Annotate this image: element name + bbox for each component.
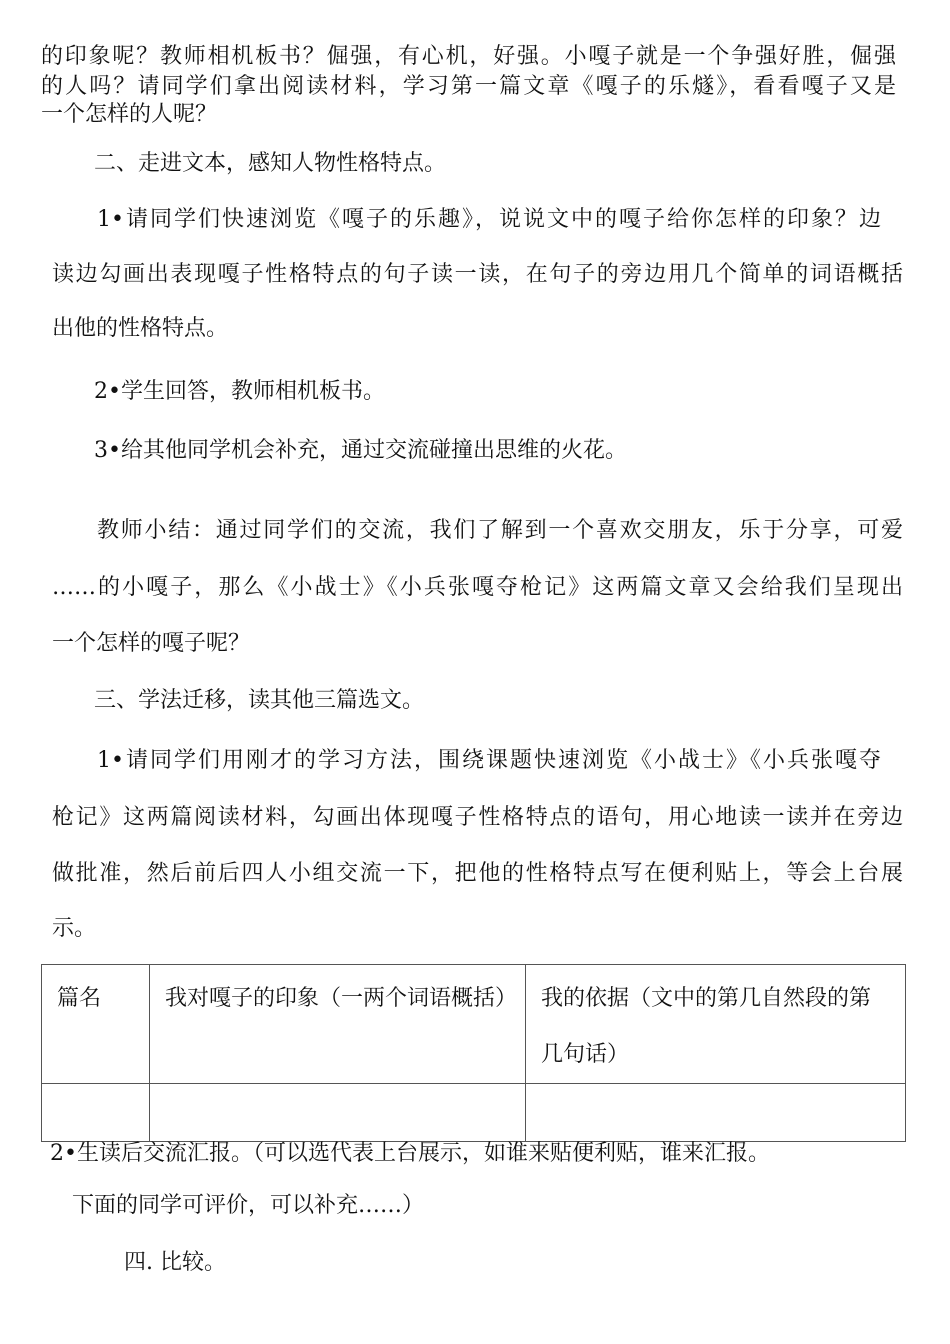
paragraph-line: 1•请同学们快速浏览《嘎子的乐趣》，说说文中的嘎子给你怎样的印象？边 <box>97 207 881 232</box>
table-header-cell: 篇名 <box>42 965 150 1084</box>
paragraph-line: 下面的同学可评价，可以补充……） <box>72 1193 425 1218</box>
paragraph-line: 示。 <box>52 916 97 941</box>
paragraph-line: 做批准，然后前后四人小组交流一下，把他的性格特点写在便利贴上，等会上台展 <box>52 861 903 886</box>
section-heading-4: 四. 比较。 <box>124 1250 226 1275</box>
paragraph-line: 读边勾画出表现嘎子性格特点的句子读一读，在句子的旁边用几个简单的词语概括 <box>52 262 903 287</box>
table-header-cell: 我的依据（文中的第几自然段的第几句话） <box>526 965 906 1084</box>
section-heading-3: 三、学法迁移，读其他三篇选文。 <box>94 688 425 713</box>
paragraph-line: 的人吗？请同学们拿出阅读材料，学习第一篇文章《嘎子的乐燧》，看看嘎子又是 <box>41 74 896 99</box>
paragraph-line: 出他的性格特点。 <box>52 316 229 341</box>
paragraph-line: 一个怎样的嘎子呢？ <box>52 631 251 656</box>
paragraph-line: 1•请同学们用刚才的学习方法，围绕课题快速浏览《小战士》《小兵张嘎夺 <box>97 748 881 773</box>
table-cell <box>150 1084 526 1142</box>
table-cell <box>42 1084 150 1142</box>
table-header-row <box>42 965 906 1084</box>
paragraph-line: ……的小嘎子，那么《小战士》《小兵张嘎夺枪记》这两篇文章又会给我们呈现出 <box>52 575 903 600</box>
section-heading-2: 二、走进文本，感知人物性格特点。 <box>94 151 447 176</box>
paragraph-line: 教师小结：通过同学们的交流，我们了解到一个喜欢交朋友，乐于分享，可爱 <box>97 518 903 543</box>
list-item: 2•生读后交流汇报。（可以选代表上台展示，如谁来贴便利贴，谁来汇报。 <box>50 1141 770 1166</box>
list-item: 3•给其他同学机会补充，通过交流碰撞出思维的火花。 <box>94 438 627 463</box>
table-header-cell: 我对嘎子的印象（一两个词语概括） <box>150 965 526 1084</box>
table-row <box>42 1084 906 1142</box>
paragraph-line: 一个怎样的人呢？ <box>41 102 218 127</box>
table-cell <box>526 1084 906 1142</box>
list-item: 2•学生回答，教师相机板书。 <box>94 379 385 404</box>
paragraph-line: 枪记》这两篇阅读材料，勾画出体现嘎子性格特点的语句，用心地读一读并在旁边 <box>52 805 903 830</box>
impression-table <box>41 964 906 1142</box>
paragraph-line: 的印象呢？教师相机板书？倔强，有心机，好强。小嘎子就是一个争强好胜，倔强 <box>41 44 896 69</box>
